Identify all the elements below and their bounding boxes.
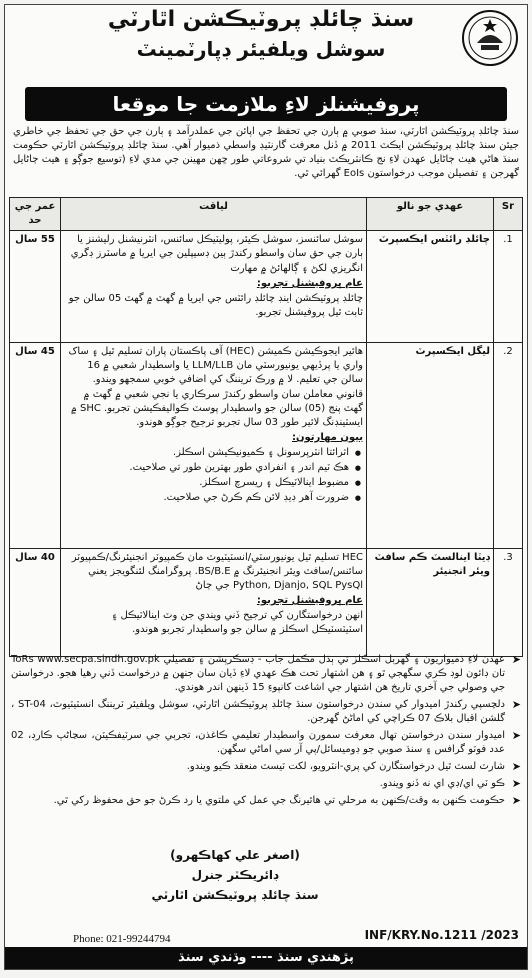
column-header-age: عمر جي حد	[10, 198, 61, 231]
signatory-name: (اصغر علي کهاڪهرو)	[170, 848, 300, 862]
qualification-cell	[61, 231, 367, 343]
government-seal-icon	[461, 9, 519, 67]
qualification-text: سوشل سائنسز، سوشل ڪيئر، پوليٽيڪل سائنس، انٽرنيشنل رليشنز يا ٻارن جي حق سان واسطو رکندڙ ٻين ڊسيپلين جي ايريا ۾ ماسٽرز ڊگري	[70, 234, 363, 259]
arrow-bullet-icon: ➤	[511, 777, 521, 790]
note-text: عهدن لاءِ ذميواريون ۽ گهربل اسڪلز تي ٻڌل مڪمل جاب - ڊسڪرپشن ۽ تفصيلي ToRs www.secpa.sindh.gov.pk تان ڊائون لوڊ ڪري سگهجي ٿو ۽ هن اشتهار تحت هڪ عهدي لاءِ ڏيان سان جنهن ۾ درخواست ڏني رهيا هجو. درخواستن جي وصولي جي آخري تاريخ هن اشتهار جي اشاعت کانپوءِ 15 ڏينهن اندر هوندي.	[11, 654, 505, 693]
qualification-heading: عام پروفيشنل تجربو:	[256, 278, 363, 289]
phone-number: Phone: 021-99244794	[73, 933, 171, 945]
skill-item: ● اثرائتا انٽرپرسونل ۽ ڪميونيڪيشن اسڪلز.	[64, 446, 363, 460]
jobs-table	[9, 197, 523, 657]
qualification-text: انگريزي لکڻ ۽ ڳالهائڻ ۾ مهارت	[230, 263, 363, 274]
post-name: چائلڊ رائٽس ايڪسپرٽ	[367, 231, 494, 343]
qualification-heading: بيون مهارتون:	[292, 432, 363, 443]
skill-item: ● هڪ ٽيم اندر ۽ انفرادي طور بهترين طور تي صلاحيت.	[64, 461, 363, 475]
age-limit: 45 سال	[10, 343, 61, 549]
table-row	[10, 343, 523, 549]
row-sr: 2.	[494, 343, 523, 549]
list-item	[11, 698, 521, 726]
row-sr: 1.	[494, 231, 523, 343]
signatory-org: سنڌ چائلڊ پروٽيڪشن اٿارٽي	[151, 888, 319, 902]
arrow-bullet-icon: ➤	[511, 729, 521, 742]
post-name: ڊيٽا اينالسٽ ڪم سافٽ ويئر انجنيئر	[367, 549, 494, 657]
note-text: حڪومت ڪنهن به وقت/ڪنهن به مرحلي تي هائيرنگ جي عمل کي ملتوي يا رد ڪرڻ جو حق محفوظ رکي ٿي.	[53, 795, 505, 806]
reference-number: INF/KRY.No.1211 /2023	[364, 928, 519, 942]
list-item	[11, 794, 521, 808]
table-row	[10, 231, 523, 343]
intro-paragraph: سنڌ چائلڊ پروٽيڪشن اٿارٽي، سنڌ صوبي ۾ ٻارن جي تحفظ جي اپائن جي عملدرآمد ۽ ٻارن جي حق جي تحفظ جي خاطري جيئن سنڌ چائلڊ پروٽيڪشن ايڪٽ 2011 ۾ ڏنل معرفت گارنٽيڊ واسطي ذميوار آهي. سنڌ چائلڊ پروٽيڪشن اٿارٽي حڪومت سنڌ هاڻي هيٺ ڄاڻايل عهدن لاءِ نج ڪانٽريڪٽ بنياد تي شروعاتي طور ڇهن مهينن جي مدي لاءِ (توسيع جوڳو ۽ هيٺ ڄاڻايل گهرجن ۽ تفصيلن موجب درخواستون EoIs گهرائي ٿي.	[13, 126, 519, 179]
qualification-heading: عام پروفيشنل تجربو:	[256, 595, 363, 606]
arrow-bullet-icon: ➤	[511, 760, 521, 773]
qualification-cell	[61, 549, 367, 657]
notes-list	[11, 653, 521, 811]
page-title: پروفيشنلز لاءِ ملازمت جا موقعا	[25, 87, 507, 121]
post-name: ليگل ايڪسپرٽ	[367, 343, 494, 549]
arrow-bullet-icon: ➤	[511, 698, 521, 711]
note-text: شارٽ لسٽ ٿيل درخواستگارن کي پري-انٽرويو، لکت ٽيسٽ منعقد ڪيو ويندو.	[186, 761, 505, 772]
list-item	[11, 777, 521, 791]
arrow-bullet-icon: ➤	[511, 653, 521, 666]
note-text: ڪو ٽي اي/ڊي اي نه ڏنو ويندو.	[379, 778, 505, 789]
signature-block	[125, 845, 345, 905]
footer-slogan: پڙهندي سنڌ ---- وڌندي سنڌ	[5, 947, 527, 969]
arrow-bullet-icon: ➤	[511, 794, 521, 807]
qualification-text: چائلڊ پروٽيڪشن اينڊ چائلڊ رائٽس جي ايريا ۾ گهٽ ۾ گهٽ 05 سالن جو ثابت ٿيل پروفيشنل تجربو.	[68, 293, 363, 318]
skill-item: ● مضبوط اينالاٽيڪل ۽ ريسرچ اسڪلز.	[64, 476, 363, 490]
column-header-sr: Sr	[494, 198, 523, 231]
list-item	[11, 760, 521, 774]
department-subtitle: سوشل ويلفيئر ڊپارٽمينٽ	[136, 37, 386, 61]
table-header-row	[10, 198, 523, 231]
header	[5, 5, 527, 83]
list-item	[11, 653, 521, 695]
column-header-post: عهدي جو نالو	[367, 198, 494, 231]
table-row	[10, 549, 523, 657]
skill-item: ● ضرورت آهر ڊيڊ لائن ڪم ڪرڻ جي صلاحيت.	[64, 491, 363, 505]
qualification-text: HEC تسليم ٿيل يونيورسٽي/انسٽيٽيوٽ مان ڪمپيوٽر انجنيئرنگ/ڪمپيوٽر سائنس/سافٽ ويئر انجنيئرنگ ۾ BS/B.E. پروگرامنگ لئنگويجز يعني Python, Djanjo, SQL PysQl جي ڄاڻ	[71, 552, 363, 591]
list-item	[11, 729, 521, 757]
row-sr: 3.	[494, 549, 523, 657]
age-limit: 55 سال	[10, 231, 61, 343]
advertisement-page	[4, 4, 528, 970]
qualification-text: هائير ايجوڪيشن ڪميشن (HEC) آف پاڪستان پاران تسليم ٿيل ۽ ساک واري يا پرڏيهي يونيورسٽي مان LLM/LLB يا واسطيدار شعبي ۾ 16 سالن جي تعليم. لا ۾ ورڪ ٽريننگ کي اضافي خوبي سمجهو ويندو.	[68, 346, 363, 385]
note-text: اميدوار سندن درخواستن تهال معرفت سمورن واسطيدار تعليمي ڪاغذن، تجربي جي سرٽيفڪيٽن، سڃاڻپ ڪارڊ، 02 عدد فوٽو گرافس ۽ سنڌ صوبي جو ڊوميسائل/پي آر سي اماڻي سگهن.	[11, 730, 505, 755]
department-title: سنڌ چائلڊ پروٽيڪشن اٿارٽي	[107, 7, 415, 32]
qualification-text: انهن درخواستگارن کي ترجيح ڏني ويندي جن وٽ اينالاٽيڪل ۽ اسٽيٽسٽيڪل اسڪلز ۾ سالن جو واسطيدار تجربو هوندو.	[111, 610, 363, 635]
qualification-text: قانوني معاملن سان واسطو رکندڙ سرڪاري يا نجي شعبي ۾ گهٽ ۾ گهٽ پنج (05) سالن جو واسطيدار پوسٽ ڪواليفڪيشن تجربو. SHC ۾ ايسٽينڊنگ لائير طور 03 سال تجربو ترجيح جوڳو هوندو.	[70, 389, 363, 428]
age-limit: 40 سال	[10, 549, 61, 657]
signatory-title: ڊائريڪٽر جنرل	[191, 868, 279, 882]
qualification-cell	[61, 343, 367, 549]
column-header-qualification: لياقت	[61, 198, 367, 231]
note-text: دلچسپي رکندڙ اميدوار کي سندن درخواستون سنڌ چائلڊ پروٽيڪشن اٿارٽي، سوشل ويلفيئر ٽريننگ انسٽيٽيوٽ، ST-04 ، گلشن اقبال بلاڪ 07 ڪراچي کي اماڻڻ گهرجن.	[11, 699, 506, 724]
